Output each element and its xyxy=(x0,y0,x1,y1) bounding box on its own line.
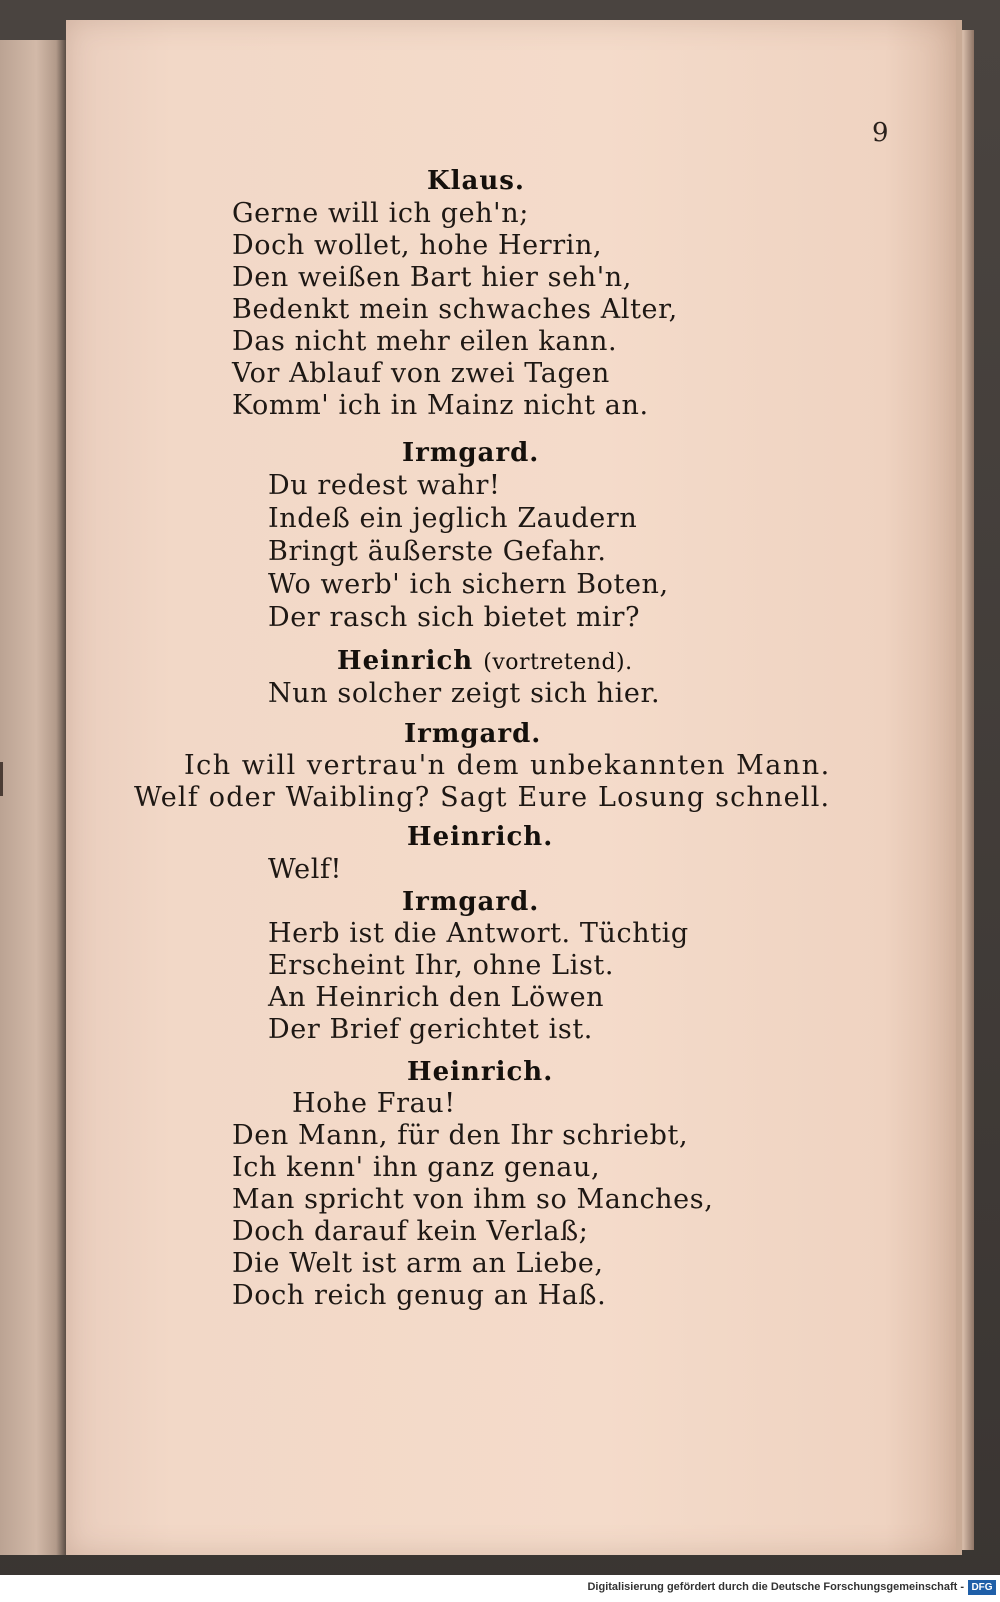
verse-line: Herb ist die Antwort. Tüchtig xyxy=(268,918,689,949)
verse-line: Ich will vertrau'n dem unbekannten Mann. xyxy=(184,750,831,781)
verse-line: Nun solcher zeigt sich hier. xyxy=(268,678,661,709)
verse-line: Komm' ich in Mainz nicht an. xyxy=(232,390,649,421)
speaker-name: Klaus. xyxy=(427,166,525,196)
verse-line: Der rasch sich bietet mir? xyxy=(268,602,641,633)
speaker-name: Irmgard. xyxy=(402,887,540,917)
digitization-footer xyxy=(0,1575,1000,1602)
dfg-logo: DFG xyxy=(968,1580,996,1595)
verse-line: Du redest wahr! xyxy=(268,470,501,501)
verse-line: Hohe Frau! xyxy=(292,1088,456,1119)
speaker-name: Irmgard. xyxy=(402,438,540,468)
verse-line: Erscheint Ihr, ohne List. xyxy=(268,950,615,981)
facing-page-edge xyxy=(0,40,68,1555)
verse-line: Doch wollet, hohe Herrin, xyxy=(232,230,603,261)
stage-direction: (vortretend). xyxy=(483,650,633,675)
verse-line: Welf oder Waibling? Sagt Eure Losung schnell. xyxy=(134,782,831,813)
page-number: 9 xyxy=(872,118,889,148)
verse-line: Doch reich genug an Haß. xyxy=(232,1280,607,1311)
verse-line: Die Welt ist arm an Liebe, xyxy=(232,1248,604,1279)
verse-line: Ich kenn' ihn ganz genau, xyxy=(232,1152,601,1183)
verse-line: Vor Ablauf von zwei Tagen xyxy=(232,358,610,389)
speaker-name: Heinrich. xyxy=(407,822,554,852)
funding-credit: Digitalisierung gefördert durch die Deutsche Forschungsgemeinschaft - xyxy=(587,1581,964,1593)
verse-line: Doch darauf kein Verlaß; xyxy=(232,1216,589,1247)
speaker-line xyxy=(337,645,633,679)
verse-line: Den weißen Bart hier seh'n, xyxy=(232,262,632,293)
verse-line: Bringt äußerste Gefahr. xyxy=(268,536,607,567)
verse-line: Indeß ein jeglich Zaudern xyxy=(268,503,638,534)
verse-line: Gerne will ich geh'n; xyxy=(232,198,529,229)
speaker-name: Heinrich xyxy=(337,646,474,676)
verse-line: Welf! xyxy=(268,854,343,885)
verse-line: Bedenkt mein schwaches Alter, xyxy=(232,294,678,325)
verse-line: Den Mann, für den Ihr schriebt, xyxy=(232,1120,689,1151)
verse-line: An Heinrich den Löwen xyxy=(268,982,605,1013)
verse-line: Wo werb' ich sichern Boten, xyxy=(268,569,669,600)
speaker-name: Irmgard. xyxy=(404,719,542,749)
speaker-name: Heinrich. xyxy=(407,1057,554,1087)
book-page xyxy=(66,20,962,1555)
verse-line: Das nicht mehr eilen kann. xyxy=(232,326,618,357)
facing-page-mark xyxy=(0,762,3,796)
verse-line: Der Brief gerichtet ist. xyxy=(268,1014,593,1045)
verse-line: Man spricht von ihm so Manches, xyxy=(232,1184,714,1215)
